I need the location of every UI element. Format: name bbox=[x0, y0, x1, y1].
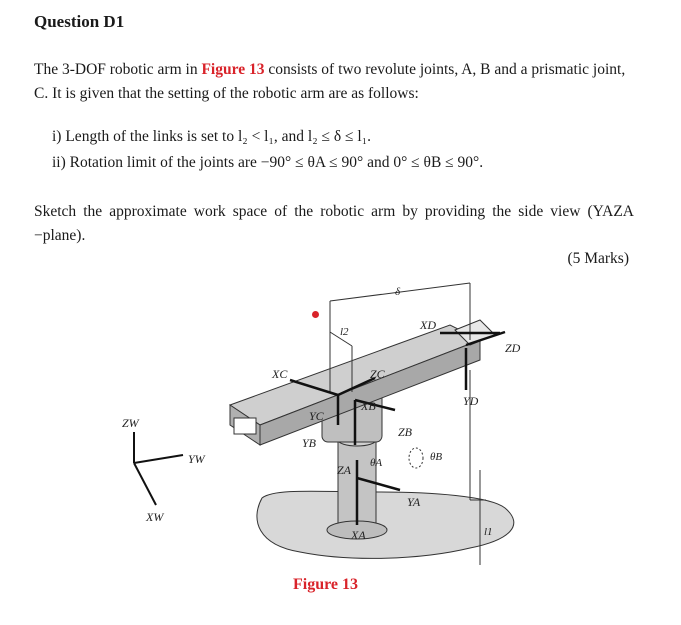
label-yb: YB bbox=[302, 436, 317, 450]
label-xa: XA bbox=[351, 528, 366, 542]
label-l1: l1 bbox=[484, 526, 493, 538]
intro-text-post: consists of two revolute joints, A, B and a prismatic joint, C. It is given that the setting of the robotic arm are as follows: bbox=[34, 61, 626, 102]
intro-text-pre: The 3-DOF robotic arm in bbox=[34, 61, 202, 78]
task-text: Sketch the approximate work space of the robotic arm by providing the side view (YAZA −plane). bbox=[34, 203, 634, 244]
label-za: ZA bbox=[337, 463, 352, 477]
figure-reference: Figure 13 bbox=[201, 61, 265, 78]
world-x-axis bbox=[134, 463, 156, 505]
label-theta-a: θA bbox=[370, 457, 383, 469]
label-l2: l2 bbox=[340, 326, 349, 338]
label-zd: ZD bbox=[505, 341, 521, 355]
base-plate bbox=[257, 491, 514, 558]
label-yw: YW bbox=[188, 452, 205, 466]
label-ya: YA bbox=[407, 495, 421, 509]
label-xc: XC bbox=[272, 367, 288, 381]
label-yd: YD bbox=[463, 394, 479, 408]
label-xb: XB bbox=[361, 399, 376, 413]
red-marker-dot bbox=[312, 311, 319, 318]
label-zw: ZW bbox=[122, 416, 139, 430]
marks-label: (5 Marks) bbox=[567, 250, 629, 267]
question-title: Question D1 bbox=[34, 12, 125, 31]
figure-caption: Figure 13 bbox=[293, 576, 359, 593]
condition-link-lengths: i) Length of the links is set to l₂ < l₁, and l₂ ≤ δ ≤ l₁. bbox=[52, 128, 372, 145]
label-yc: YC bbox=[309, 409, 324, 423]
world-y-axis bbox=[134, 455, 183, 463]
label-delta: δ bbox=[395, 286, 401, 298]
label-xd: XD bbox=[420, 318, 436, 332]
label-theta-b: θB bbox=[430, 451, 443, 463]
label-zc: ZC bbox=[370, 367, 385, 381]
condition-rotation-limits: ii) Rotation limit of the joints are −90° ≤ θA ≤ 90° and 0° ≤ θB ≤ 90°. bbox=[52, 154, 484, 171]
label-xw: XW bbox=[146, 510, 164, 524]
label-zb: ZB bbox=[398, 425, 413, 439]
